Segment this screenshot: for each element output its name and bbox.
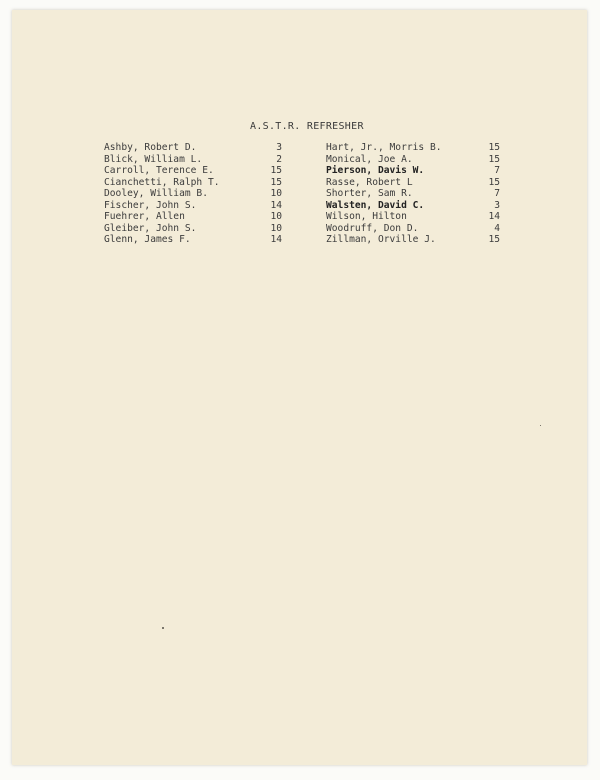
left-name: Dooley, William B. bbox=[104, 188, 208, 199]
right-name: Wilson, Hilton bbox=[326, 211, 407, 222]
left-value: 14 bbox=[270, 234, 282, 245]
right-value: 14 bbox=[488, 211, 500, 222]
right-value: 4 bbox=[494, 222, 500, 234]
right-name: Shorter, Sam R. bbox=[326, 188, 413, 199]
left-name: Carroll, Terence E. bbox=[104, 165, 214, 176]
right-name: Pierson, Davis W. bbox=[326, 165, 425, 176]
left-name: Fuehrer, Allen bbox=[104, 211, 185, 222]
left-value: 10 bbox=[270, 211, 282, 222]
right-value: 7 bbox=[494, 188, 500, 199]
right-value: 15 bbox=[488, 153, 500, 165]
right-name: Hart, Jr., Morris B. bbox=[326, 142, 442, 153]
left-value: 15 bbox=[270, 165, 282, 176]
left-value: 15 bbox=[270, 176, 282, 188]
left-value: 10 bbox=[270, 222, 282, 234]
right-name: Zillman, Orville J. bbox=[326, 234, 436, 245]
document-title: A.S.T.R. REFRESHER bbox=[250, 121, 364, 132]
right-name: Woodruff, Don D. bbox=[326, 222, 419, 234]
right-name: Rasse, Robert L bbox=[326, 176, 413, 188]
roster-list bbox=[0, 142, 600, 252]
right-value: 3 bbox=[494, 199, 500, 211]
left-name: Glenn, James F. bbox=[104, 234, 191, 245]
left-name: Ashby, Robert D. bbox=[104, 142, 197, 153]
right-value: 7 bbox=[494, 165, 500, 176]
paper-speck bbox=[162, 627, 164, 629]
left-name: Fischer, John S. bbox=[104, 199, 197, 211]
left-name: Cianchetti, Ralph T. bbox=[104, 176, 220, 188]
left-value: 14 bbox=[270, 199, 282, 211]
right-value: 15 bbox=[488, 176, 500, 188]
left-value: 3 bbox=[276, 142, 282, 153]
left-value: 2 bbox=[276, 153, 282, 165]
right-name: Walsten, David C. bbox=[326, 199, 425, 211]
left-name: Blick, William L. bbox=[104, 153, 203, 165]
left-name: Gleiber, John S. bbox=[104, 222, 197, 234]
right-value: 15 bbox=[488, 142, 500, 153]
right-name: Monical, Joe A. bbox=[326, 153, 413, 165]
left-value: 10 bbox=[270, 188, 282, 199]
paper-speck bbox=[540, 425, 541, 426]
roster-row bbox=[0, 234, 600, 247]
right-value: 15 bbox=[488, 234, 500, 245]
